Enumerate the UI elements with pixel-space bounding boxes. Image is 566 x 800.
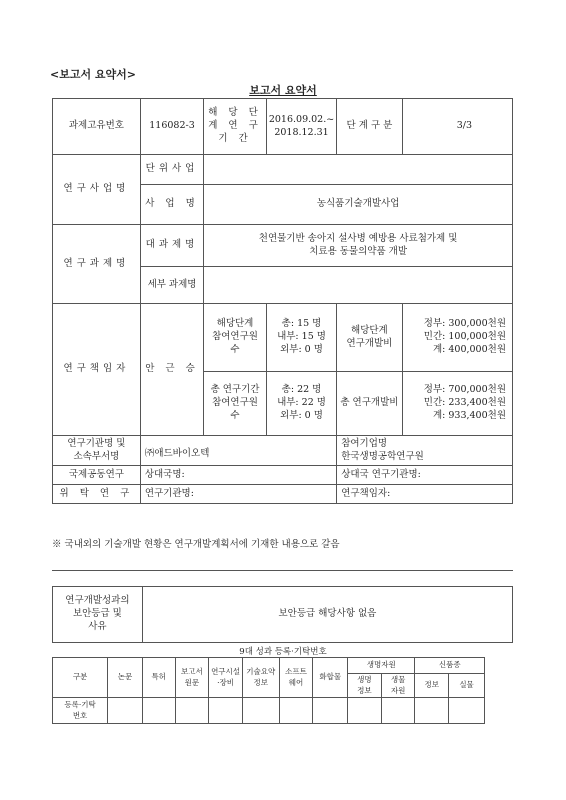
- stage-cost-label-1: 해당단계: [351, 324, 388, 336]
- stage-cost-private: 민간: 100,000천원: [423, 331, 506, 343]
- row-label-1: 등록·기탁: [64, 700, 96, 709]
- stage-cost-total: 계: 400,000천원: [432, 343, 506, 355]
- table-row: [53, 155, 513, 185]
- footnote: ※ 국내외의 기술개발 현황은 연구개발계획서에 기재한 내용으로 갈음: [52, 539, 340, 550]
- consign-pi: 연구책임자:: [337, 485, 513, 504]
- stage-staff-label-3: 수: [230, 343, 240, 355]
- col-bio-resource-2: 자원: [390, 685, 406, 695]
- col-bio-info-2: 정보: [357, 685, 372, 695]
- total-cost-label: 총 연구개발비: [337, 372, 402, 436]
- sub-project-value: [204, 267, 513, 304]
- col-report-1: 보고서: [181, 667, 203, 676]
- table-row: [53, 225, 513, 267]
- main-project-value-line1: 천연물기반 송아지 설사병 예방용 사료첨가제 및: [258, 232, 458, 244]
- total-staff-label-1: 총 연구기간: [210, 384, 260, 396]
- col-facility-2: ·장비: [217, 677, 234, 687]
- stage-value: 3/3: [402, 99, 512, 155]
- security-table: [52, 586, 513, 643]
- col-tech-1: 기술요약: [246, 667, 276, 676]
- row-label-2: 번호: [72, 710, 88, 720]
- total-cost-gov: 정부: 700,000천원: [423, 384, 506, 396]
- row-label: [53, 698, 108, 724]
- col-facility: [209, 658, 243, 698]
- table-cell: [279, 698, 313, 724]
- col-report: [175, 658, 209, 698]
- total-cost-value: [402, 372, 512, 436]
- stage-staff-label-2: 참여연구원: [212, 331, 258, 343]
- col-patent: 특허: [142, 658, 175, 698]
- stage-period-value: [266, 99, 336, 155]
- stage-staff-value: [266, 304, 336, 372]
- col-tech: [242, 658, 279, 698]
- project-id-label: 과제고유번호: [53, 99, 141, 155]
- divider: [52, 570, 513, 571]
- org-label-1: 연구기관명 및: [67, 437, 126, 449]
- col-real: 실물: [449, 674, 485, 698]
- unit-program-label: 단위사업: [140, 155, 203, 185]
- stage-cost-gov: 정부: 300,000천원: [423, 318, 506, 330]
- col-compound: 화합물: [313, 658, 348, 698]
- partner-label: 참여기업명: [341, 437, 388, 449]
- total-staff-value: [266, 372, 336, 436]
- col-bio-info: [348, 674, 382, 698]
- intl-label: 국제공동연구: [53, 466, 141, 485]
- stage-staff-total: 총: 15 명: [281, 318, 322, 330]
- table-cell: [313, 698, 348, 724]
- document-title: [0, 82, 566, 98]
- stage-staff-label: [204, 304, 267, 372]
- stage-staff-external: 외부: 0 명: [280, 343, 323, 355]
- total-staff-total: 총: 22 명: [281, 384, 322, 396]
- col-bio: 생명자원: [348, 658, 415, 674]
- intl-country: 상대국명:: [140, 466, 336, 485]
- stage-period-label: 해 당 단 계 연 구 기 간: [204, 99, 267, 155]
- table-row: [53, 485, 513, 504]
- col-tech-2: 정보: [253, 677, 269, 687]
- col-bio-info-1: 생명: [357, 675, 372, 684]
- security-label-1: 연구개발성과의: [65, 595, 130, 607]
- col-info: 정보: [415, 674, 449, 698]
- outcomes-caption: 9대 성과 등록·기탁번호: [239, 647, 327, 657]
- consign-org: 연구기관명:: [140, 485, 336, 504]
- project-label: 연구과제명: [53, 225, 141, 304]
- table-cell: [108, 698, 143, 724]
- intl-org: 상대국 연구기관명:: [337, 466, 513, 485]
- pi-label: 연구책임자: [53, 304, 141, 436]
- stage-period-end: 2018.12.31: [274, 126, 329, 138]
- col-software-1: 소프트: [285, 667, 307, 676]
- document-title-text: 보고서 요약서: [249, 84, 317, 97]
- total-staff-internal: 내부: 22 명: [277, 397, 326, 409]
- total-staff-label-3: 수: [230, 409, 240, 421]
- partner-cell: [337, 436, 513, 466]
- table-cell: [242, 698, 279, 724]
- program-name-label: 사 업 명: [140, 185, 203, 225]
- stage-cost-label-2: 연구개발비: [346, 337, 393, 349]
- col-software: [279, 658, 313, 698]
- table-cell: [142, 698, 175, 724]
- table-cell: [449, 698, 485, 724]
- project-id-value: 116082-3: [140, 99, 203, 155]
- table-cell: [415, 698, 449, 724]
- table-row: [53, 698, 485, 724]
- table-cell: [209, 698, 243, 724]
- org-label-2: 소속부서명: [73, 450, 120, 462]
- table-cell: [381, 698, 415, 724]
- main-project-label: 대과제명: [140, 225, 203, 267]
- sub-project-label: 세부 과제명: [140, 267, 203, 304]
- pi-name: 안 근 승: [140, 304, 203, 436]
- total-cost-private: 민간: 233,400천원: [423, 397, 506, 409]
- main-project-value: [204, 225, 513, 267]
- stage-period-start: 2016.09.02.~: [268, 113, 335, 125]
- total-cost-total: 계: 933,400천원: [432, 409, 506, 421]
- table-cell: [348, 698, 382, 724]
- security-label-3: 사유: [88, 620, 107, 632]
- partner-value: 한국생명공학연구원: [341, 450, 424, 462]
- stage-label: 단 계 구 분: [337, 99, 402, 155]
- table-row: [53, 99, 513, 155]
- col-report-2: 원문: [184, 677, 200, 687]
- security-label: [53, 587, 143, 643]
- main-project-value-line2: 치료용 동물의약품 개발: [309, 245, 408, 257]
- col-bio-resource-1: 생물: [390, 675, 406, 684]
- security-label-2: 보안등급 및: [72, 608, 122, 620]
- summary-table: [52, 98, 513, 504]
- table-row: [53, 436, 513, 466]
- table-cell: [175, 698, 209, 724]
- col-facility-1: 연구시설: [211, 667, 241, 676]
- org-value: ㈜애드바이오텍: [140, 436, 336, 466]
- unit-program-value: [204, 155, 513, 185]
- table-row: [53, 466, 513, 485]
- total-staff-label: [204, 372, 267, 436]
- program-label: 연구사업명: [53, 155, 141, 225]
- col-paper: 논문: [108, 658, 143, 698]
- program-name-value: 농식품기술개발사업: [204, 185, 513, 225]
- stage-cost-label: [337, 304, 402, 372]
- stage-cost-value: [402, 304, 512, 372]
- stage-staff-label-1: 해당단계: [216, 318, 254, 330]
- col-bio-resource: [381, 674, 415, 698]
- section-heading: <보고서 요약서>: [50, 68, 137, 81]
- org-label: [53, 436, 141, 466]
- table-row: [53, 304, 513, 372]
- col-category: 구분: [53, 658, 108, 698]
- consign-label: 위 탁 연 구: [53, 485, 141, 504]
- security-value: 보안등급 해당사항 없음: [142, 587, 512, 643]
- col-software-2: 웨어: [288, 677, 304, 687]
- table-row: [53, 658, 485, 674]
- total-staff-label-2: 참여연구원: [212, 397, 258, 409]
- table-row: [53, 587, 513, 643]
- stage-staff-internal: 내부: 15 명: [277, 331, 326, 343]
- total-staff-external: 외부: 0 명: [280, 409, 323, 421]
- outcomes-table: [52, 657, 485, 724]
- col-new-variety: 신품종: [415, 658, 485, 674]
